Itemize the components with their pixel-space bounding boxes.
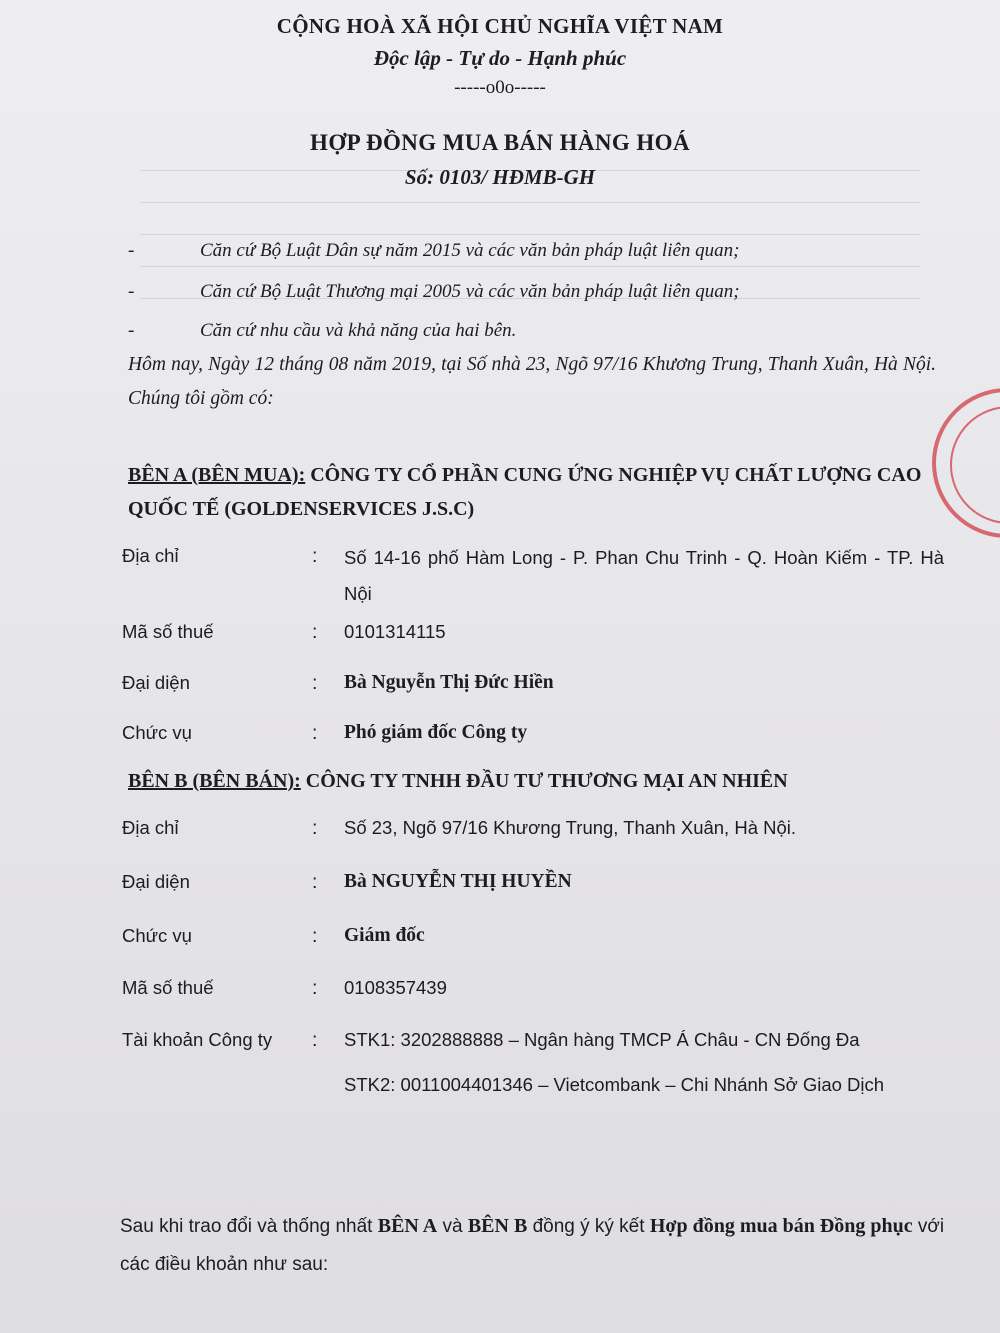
legal-basis-item bbox=[128, 240, 739, 262]
field-colon: : bbox=[312, 871, 318, 893]
party-a-heading bbox=[128, 458, 940, 526]
field-label: Chức vụ bbox=[122, 925, 192, 946]
closing-text: và bbox=[437, 1216, 468, 1237]
closing-contract-name: Hợp đồng mua bán Đồng phục bbox=[649, 1215, 913, 1237]
field-label: Địa chỉ bbox=[122, 545, 179, 566]
field-label: Chức vụ bbox=[122, 722, 192, 743]
party-a-position: Phó giám đốc Công ty bbox=[344, 722, 528, 743]
field-colon: : bbox=[312, 672, 318, 694]
party-b-label: BÊN B (BÊN BÁN): bbox=[128, 770, 301, 792]
bullet-dash: - bbox=[128, 320, 135, 341]
legal-basis-text: Căn cứ Bộ Luật Thương mại 2005 và các văn bản pháp luật liên quan; bbox=[200, 281, 740, 302]
party-b-name: CÔNG TY TNHH ĐẦU TƯ THƯƠNG MẠI AN NHIÊN bbox=[305, 770, 788, 792]
party-a-label: BÊN A (BÊN MUA): bbox=[128, 464, 306, 486]
party-a-tax-code: 0101314115 bbox=[344, 621, 446, 642]
closing-text: đồng ý ký kết bbox=[527, 1216, 650, 1237]
contract-intro: Hôm nay, Ngày 12 tháng 08 năm 2019, tại Số nhà 23, Ngõ 97/16 Khương Trung, Thanh Xuân, Hà Nội. Chúng tôi gồm có: bbox=[128, 354, 936, 409]
field-colon: : bbox=[312, 621, 318, 643]
closing-statement bbox=[120, 1207, 950, 1284]
contract-number: Số: 0103/ HĐMB-GH bbox=[404, 165, 596, 189]
field-label: Đại diện bbox=[122, 871, 190, 892]
bullet-dash: - bbox=[128, 240, 135, 261]
legal-basis-text: Căn cứ Bộ Luật Dân sự năm 2015 và các văn bản pháp luật liên quan; bbox=[200, 240, 740, 261]
field-colon: : bbox=[312, 722, 318, 744]
party-b-tax-code: 0108357439 bbox=[344, 977, 447, 998]
field-label: Mã số thuế bbox=[122, 977, 214, 998]
header-separator: -----o0o----- bbox=[454, 77, 546, 98]
field-label: Đại diện bbox=[122, 672, 190, 693]
country-heading: CỘNG HOÀ XÃ HỘI CHỦ NGHĨA VIỆT NAM bbox=[276, 14, 724, 38]
field-label: Tài khoản Công ty bbox=[122, 1029, 273, 1050]
party-a-name: CÔNG TY CỔ PHẦN CUNG ỨNG NGHIỆP VỤ CHẤT LƯỢNG CAO QUỐC TẾ (GOLDENSERVICES J.S.C) bbox=[128, 464, 922, 520]
party-a-representative: Bà Nguyễn Thị Đức Hiền bbox=[344, 672, 554, 693]
national-motto: Độc lập - Tự do - Hạnh phúc bbox=[373, 46, 627, 70]
legal-basis-item bbox=[128, 320, 516, 342]
party-b-address: Số 23, Ngõ 97/16 Khương Trung, Thanh Xuân, Hà Nội. bbox=[344, 817, 797, 838]
party-b-heading bbox=[128, 764, 940, 798]
party-b-representative: Bà NGUYỄN THỊ HUYỀN bbox=[344, 871, 572, 892]
closing-text: với các điều khoản như sau: bbox=[120, 1216, 945, 1275]
legal-basis-text: Căn cứ nhu cầu và khả năng của hai bên. bbox=[200, 320, 517, 341]
bullet-dash: - bbox=[128, 281, 135, 302]
party-b-account-1: STK1: 3202888888 – Ngân hàng TMCP Á Châu - CN Đống Đa bbox=[344, 1029, 860, 1050]
field-colon: : bbox=[312, 545, 318, 567]
field-colon: : bbox=[312, 977, 318, 999]
field-colon: : bbox=[312, 925, 318, 947]
closing-party-a: BÊN A bbox=[377, 1215, 438, 1237]
field-colon: : bbox=[312, 1029, 318, 1051]
closing-party-b: BÊN B bbox=[467, 1215, 528, 1237]
party-b-account-2: STK2: 0011004401346 – Vietcombank – Chi Nhánh Sở Giao Dịch bbox=[344, 1074, 885, 1095]
legal-basis-item bbox=[128, 281, 740, 303]
party-a-address: Số 14-16 phố Hàm Long - P. Phan Chu Trinh - Q. Hoàn Kiếm - TP. Hà Nội bbox=[344, 547, 944, 604]
field-colon: : bbox=[312, 817, 318, 839]
field-label: Địa chỉ bbox=[122, 817, 179, 838]
party-b-position: Giám đốc bbox=[344, 925, 425, 946]
closing-text: Sau khi trao đổi và thống nhất bbox=[120, 1216, 378, 1237]
field-label: Mã số thuế bbox=[122, 621, 214, 642]
contract-title: HỢP ĐỒNG MUA BÁN HÀNG HOÁ bbox=[310, 130, 690, 155]
